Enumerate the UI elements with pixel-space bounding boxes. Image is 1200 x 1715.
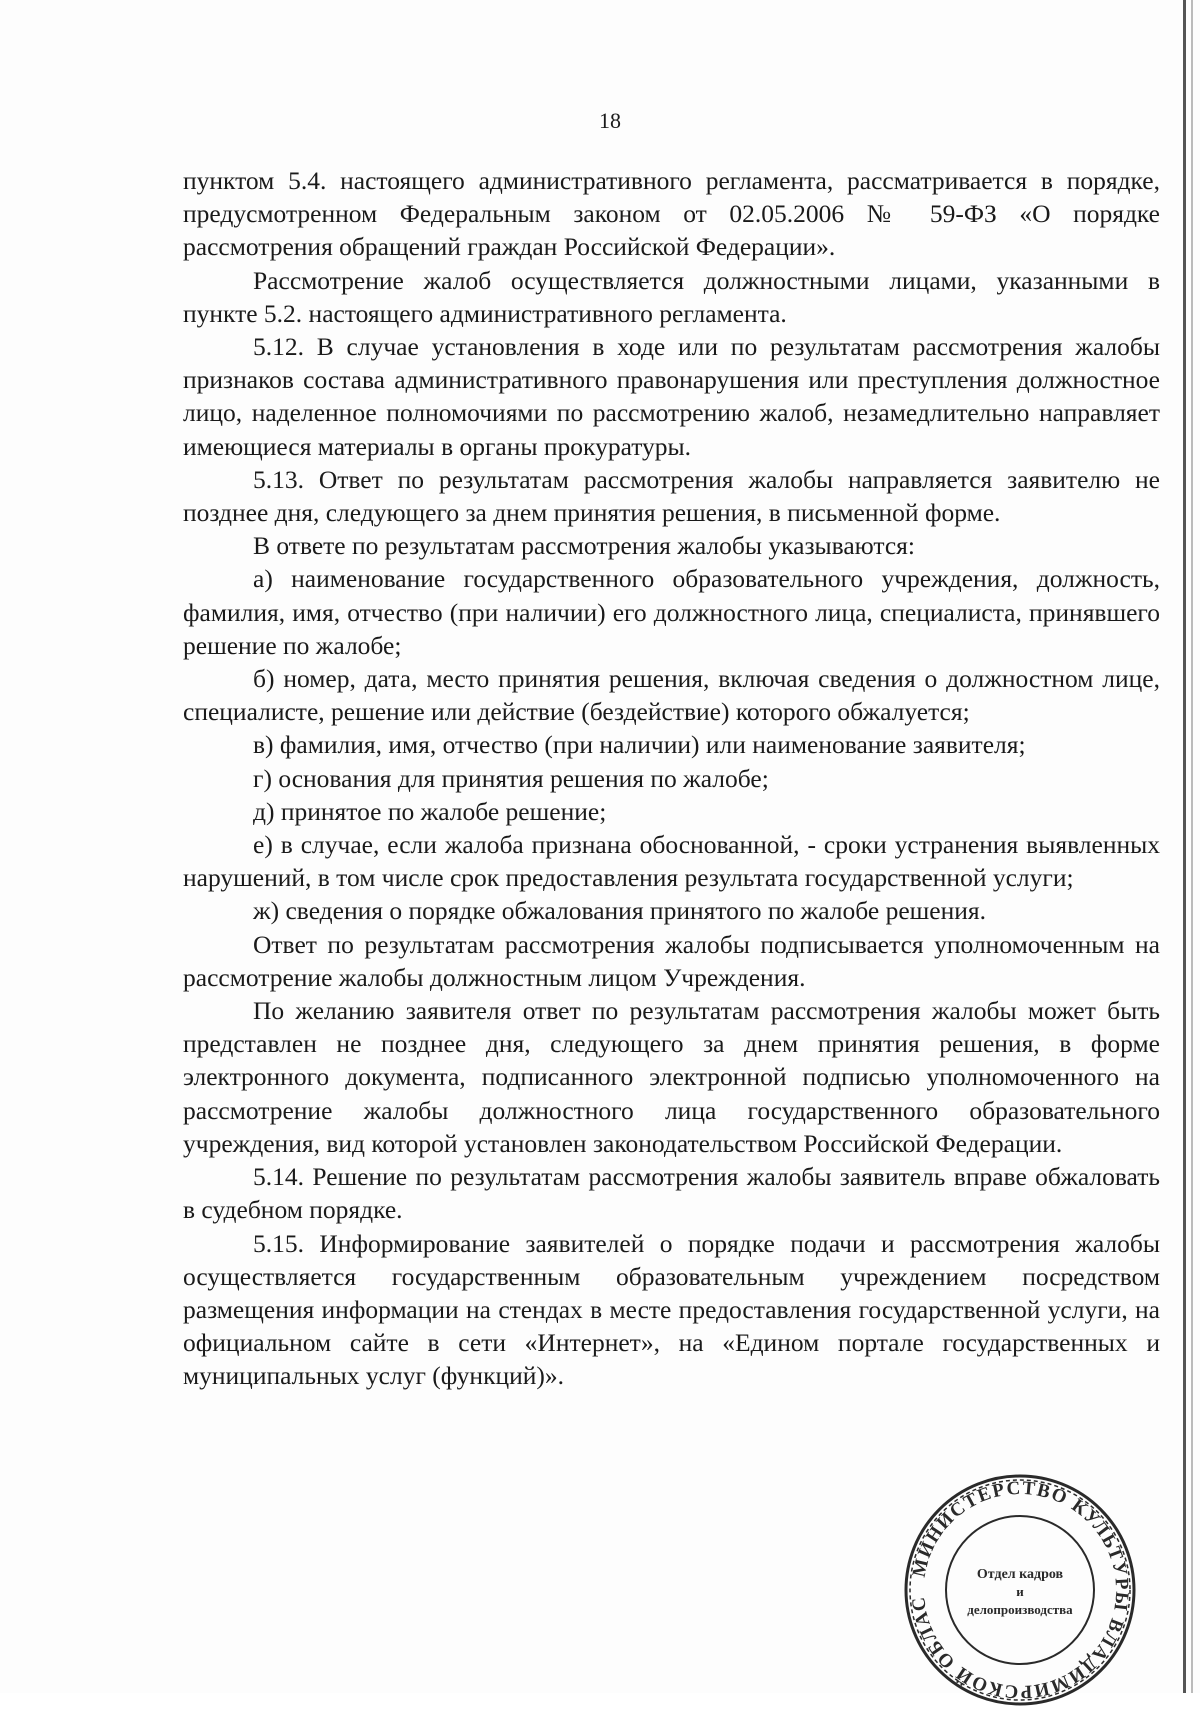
seal-center-line-1: Отдел кадров: [976, 1567, 1064, 1582]
paragraph: а) наименование государственного образовательного учреждения, должность, фамилия, имя, отчество (при наличии) его должностного лица, специалиста, принявшего решение по жалобе;: [183, 564, 1160, 660]
seal-center-line-3: делопроизводства: [967, 1602, 1073, 1617]
paragraph: Ответ по результатам рассмотрения жалобы подписывается уполномоченным на рассмотрение жалобы должностным лицом Учреждения.: [183, 929, 1160, 992]
seal-graphic: [900, 1470, 1140, 1710]
paragraph: пунктом 5.4. настоящего административного регламента, рассматривается в порядке, предусмотренном Федеральным законом от 02.05.2006 № 59-ФЗ «О порядке рассмотрения обращений граждан Российской Федерации».: [183, 166, 1160, 262]
paragraph: 5.15. Информирование заявителей о порядке подачи и рассмотрения жалобы осуществляется государственным образовательным учреждением посредством размещения информации на стендах в месте предоставления государственной услуги, на официальном сайте в сети «Интернет», на «Едином портале государственных и муниципальных услуг (функций)».: [183, 1228, 1160, 1391]
paragraph: 5.12. В случае установления в ходе или по результатам рассмотрения жалобы признаков состава административного правонарушения или преступления должностное лицо, наделенное полномочиями по рассмотрению жалоб, незамедлительно направляет имеющиеся материалы в органы прокуратуры.: [183, 332, 1160, 461]
paragraph: в) фамилия, имя, отчество (при наличии) или наименование заявителя;: [253, 730, 1026, 760]
document-body: [183, 164, 1160, 1393]
seal-center-line-2: и: [1016, 1584, 1024, 1599]
paragraph: е) в случае, если жалоба признана обоснованной, - сроки устранения выявленных нарушений, в том числе срок предоставления результата государственной услуги;: [183, 830, 1160, 893]
paragraph: б) номер, дата, место принятия решения, включая сведения о должностном лице, специалисте, решение или действие (бездействие) которого обжалуется;: [183, 664, 1160, 727]
paragraph: Рассмотрение жалоб осуществляется должностными лицами, указанными в пункте 5.2. настоящего административного регламента.: [183, 265, 1160, 328]
paragraph: 5.14. Решение по результатам рассмотрения жалобы заявитель вправе обжаловать в судебном порядке.: [183, 1162, 1160, 1225]
paragraph: По желанию заявителя ответ по результатам рассмотрения жалобы может быть представлен не позднее дня, следующего за днем принятия решения, в форме электронного документа, подписанного электронной подписью уполномоченного на рассмотрение жалобы должностного лица государственного образовательного учреждения, вид которой установлен законодательством Российской Федерации.: [183, 996, 1160, 1158]
scan-edge-shadow: [1191, 0, 1193, 1693]
seal-ring-text: МИНИСТЕРСТВО КУЛЬТУРЫ ВЛАДИМИРСКОЙ ОБЛАС: [907, 1477, 1133, 1703]
paragraph: ж) сведения о порядке обжалования принятого по жалобе решения.: [253, 896, 987, 926]
scan-edge-line: [1183, 0, 1186, 1693]
official-seal: [900, 1470, 1140, 1710]
paragraph: В ответе по результатам рассмотрения жалобы указываются:: [253, 531, 915, 561]
page-number: 18: [599, 108, 621, 133]
paragraph: г) основания для принятия решения по жалобе;: [253, 763, 769, 793]
paragraph: 5.13. Ответ по результатам рассмотрения жалобы направляется заявителю не позднее дня, следующего за днем принятия решения, в письменной форме.: [183, 464, 1160, 528]
paragraph: д) принятое по жалобе решение;: [253, 796, 607, 826]
